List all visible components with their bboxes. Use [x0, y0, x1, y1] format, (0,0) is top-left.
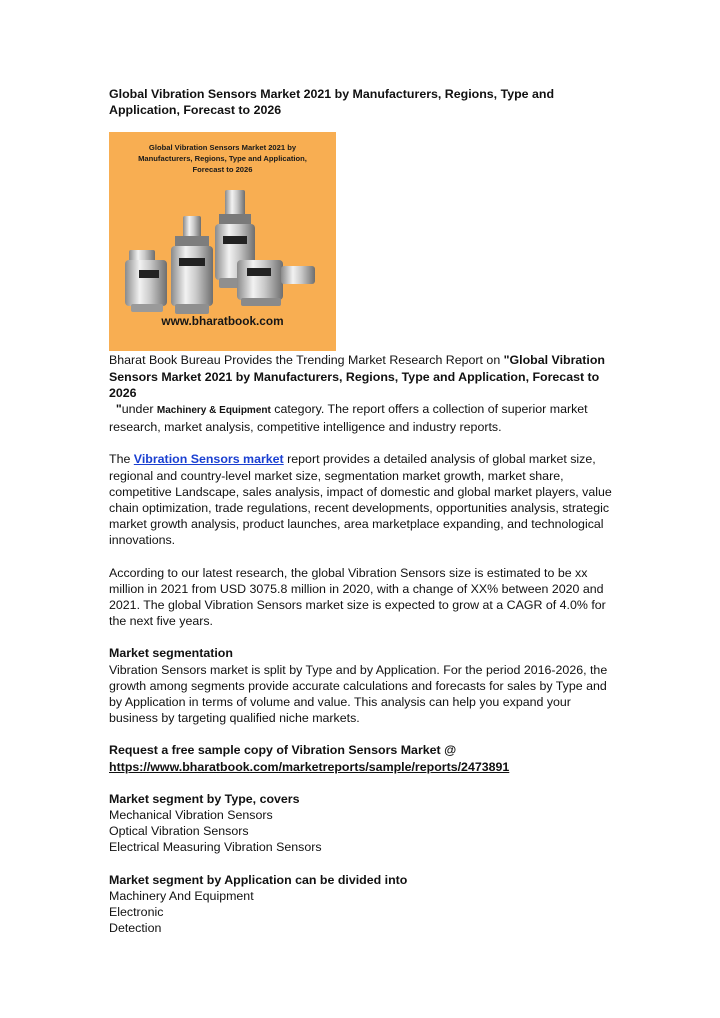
cover-title	[109, 142, 336, 175]
cover-title-line: Forecast to 2026	[192, 165, 253, 175]
vibration-sensors-market-link[interactable]: Vibration Sensors market	[133, 452, 284, 467]
sample-heading: Request a free sample copy of Vibration Sensors Market @	[109, 743, 457, 758]
list-item: Optical Vibration Sensors	[109, 824, 249, 839]
list-item: Electronic	[109, 905, 164, 920]
intro-report-name: "Global Vibration Sensors Market 2021 by Manufacturers, Regions, Type and Application, Forecast to 2026	[109, 353, 605, 400]
intro-lead: Bharat Book Bureau Provides the Trending Market Research Report on	[109, 353, 504, 368]
list-item: Mechanical Vibration Sensors	[109, 808, 273, 823]
overview-paragraph	[109, 451, 614, 548]
segmentation-heading: Market segmentation	[109, 646, 233, 661]
list-item: Electrical Measuring Vibration Sensors	[109, 840, 322, 855]
overview-lead: The	[109, 452, 134, 467]
report-cover-image	[109, 132, 336, 351]
page-title: Global Vibration Sensors Market 2021 by Manufacturers, Regions, Type and Application, Forecast to 2026	[109, 87, 555, 118]
intro-paragraph	[109, 352, 614, 435]
intro-under: under	[121, 402, 157, 417]
research-paragraph: According to our latest research, the global Vibration Sensors size is estimated to be xx million in 2021 from USD 3075.8 million in 2020, with a change of XX% between 2020 and 2021. The global Vibration Sensors market size is expected to grow at a CAGR of 4.0% for the next five years.	[109, 565, 606, 629]
intro-category: Machinery & Equipment	[156, 405, 271, 417]
segmentation-body: Vibration Sensors market is split by Type and by Application. For the period 2016-2026, the growth among segments provide accurate calculations and forecasts for sales by Type and by Application in terms of volume and value. This analysis can help you expand your business by targeting qualified niche markets.	[109, 662, 608, 726]
cover-title-line: Global Vibration Sensors Market 2021 by	[148, 143, 297, 153]
overview-rest: report provides a detailed analysis of global market size, regional and country-level market size, segmentation market growth, market share, competitive Landscape, sales analysis, impact of domestic and global market players, value chain optimization, trade regulations, recent developments, opportunities analysis, strategic market growth analysis, product launches, area marketplace expanding, and technological innovations.	[109, 452, 612, 548]
sample-report-link[interactable]: https://www.bharatbook.com/marketreports/sample/reports/2473891	[109, 759, 510, 774]
cover-url: www.bharatbook.com	[161, 314, 284, 329]
document-content	[109, 86, 614, 937]
intro-quote-close: "	[115, 402, 122, 417]
list-item: Detection	[109, 921, 162, 936]
list-item: Machinery And Equipment	[109, 888, 254, 903]
type-segment-heading: Market segment by Type, covers	[109, 791, 300, 806]
cover-title-line: Manufacturers, Regions, Type and Application,	[138, 154, 307, 164]
intro-rest: category. The report offers a collection of superior market research, market analysis, competitive intelligence and industry reports.	[109, 402, 588, 435]
application-segment-heading: Market segment by Application can be divided into	[109, 872, 408, 887]
